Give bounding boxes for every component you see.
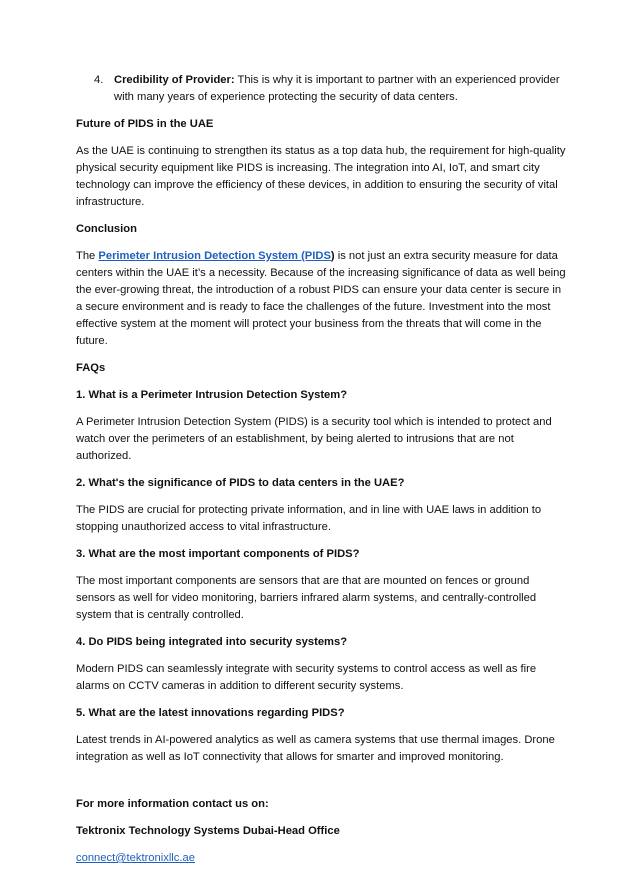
faq-answer: A Perimeter Intrusion Detection System (PIDS) is a security tool which is intended to protect and watch over the perimeters of an establishment, by being alerted to intrusions that are not authorized. — [76, 416, 552, 462]
list-item-title: Credibility of Provider: — [114, 74, 235, 86]
faq-question: 3. What are the most important components of PIDS? — [76, 548, 360, 560]
conclusion-close-paren: ) — [330, 250, 335, 262]
heading-conclusion: Conclusion — [76, 223, 137, 235]
contact-heading: For more information contact us on: — [76, 798, 269, 810]
list-text — [114, 72, 566, 106]
spacer — [76, 776, 566, 796]
faq-question: 2. What's the significance of PIDS to data centers in the UAE? — [76, 477, 405, 489]
pids-link-text: Perimeter Intrusion Detection System (PIDS — [98, 250, 331, 262]
contact-email-line — [76, 850, 566, 867]
paragraph-future: As the UAE is continuing to strengthen its status as a top data hub, the requirement for high-quality physical security equipment like PIDS is increasing. The integration into AI, IoT, and smart city technology can improve the efficiency of these devices, in addition to ensuring the security of vital infrastructure. — [76, 145, 566, 208]
list-item-credibility — [94, 72, 566, 106]
faq-question: 1. What is a Perimeter Intrusion Detection System? — [76, 389, 348, 401]
office-name: Tektronix Technology Systems Dubai-Head Office — [76, 825, 340, 837]
conclusion-prefix: The — [76, 250, 99, 262]
pids-link[interactable] — [98, 250, 331, 262]
faq-question: 4. Do PIDS being integrated into security systems? — [76, 636, 348, 648]
document-page — [76, 72, 566, 877]
faq-answer: Modern PIDS can seamlessly integrate with security systems to control access as well as fire alarms on CCTV cameras in addition to different security systems. — [76, 663, 537, 692]
paragraph-conclusion — [76, 248, 566, 350]
heading-faqs: FAQs — [76, 362, 106, 374]
faq-answer: The PIDS are crucial for protecting private information, and in line with UAE laws in addition to stopping unauthorized access to vital infrastructure. — [76, 504, 542, 533]
faq-answer: The most important components are sensors that are that are mounted on fences or ground sensors as well for video monitoring, barriers infrared alarm systems, and centrally-controlled system that is centrally controlled. — [76, 575, 537, 621]
email-link[interactable]: connect@tektronixllc.ae — [76, 852, 195, 864]
heading-future: Future of PIDS in the UAE — [76, 118, 214, 130]
faq-answer: Latest trends in AI-powered analytics as well as camera systems that use thermal images. Drone integration as well as IoT connectivity that allows for smarter and improved monitoring. — [76, 734, 555, 763]
list-number: 4. — [94, 74, 104, 86]
conclusion-text: is not just an extra security measure for data centers within the UAE it’s a necessity. Because of the increasing significance of data as well being the ever-growing threat, the introduction of a robust PIDS can ensure your data center is secure in a secure environment and is ready to face the challenges of the future. Investment into the most effective system at the moment will protect your business from the threats that will come in the future. — [76, 250, 566, 347]
list-item-body: This is why it is important to partner with an experienced provider with many years of experience protecting the security of data centers. — [114, 74, 560, 103]
faq-question: 5. What are the latest innovations regarding PIDS? — [76, 707, 345, 719]
